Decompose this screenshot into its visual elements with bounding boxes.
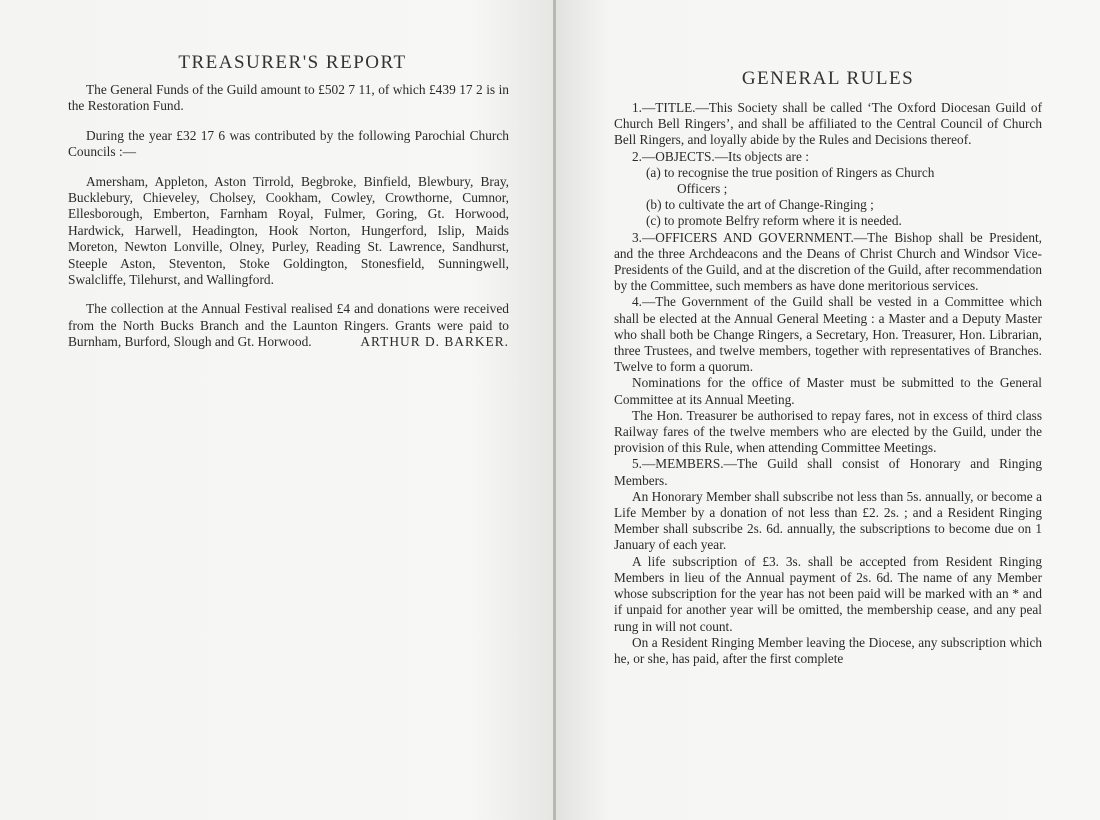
rule-5-leaving-diocese: On a Resident Ringing Member leaving the Diocese, any subscription which he, or she, has paid, after the first complete xyxy=(614,634,1042,666)
rule-5-life-subscription: A life subscription of £3. 3s. shall be accepted from Resident Ringing Members in lieu of the Annual payment of 2s. 6d. The name of any Member whose subscription for the year has not been paid will be marked with an * and if unpaid for another year will be omitted, the membership cease, and any peal rung in will not count. xyxy=(614,553,1042,634)
rule-4-fares: The Hon. Treasurer be authorised to repay fares, not in excess of third class Railway fares of the twelve members who are elected by the Guild, under the provision of this Rule, when attending Committee Meetings. xyxy=(614,407,1042,456)
right-page xyxy=(556,0,1100,820)
rule-2a xyxy=(614,165,1042,197)
general-funds-paragraph: The General Funds of the Guild amount to £502 7 11, of which £439 17 2 is in the Restoration Fund. xyxy=(68,82,509,114)
rule-2c: (c) to promote Belfry reform where it is needed. xyxy=(646,213,902,229)
rule-5-members: 5.—MEMBERS.—The Guild shall consist of Honorary and Ringing Members. xyxy=(614,456,1042,488)
contributions-paragraph: During the year £32 17 6 was contributed by the following Parochial Church Councils :— xyxy=(68,127,509,160)
rule-4-nominations: Nominations for the office of Master must be submitted to the General Committee at its Annual Meeting. xyxy=(614,375,1042,407)
parish-councils-list: Amersham, Appleton, Aston Tirrold, Begbroke, Binfield, Blewbury, Bray, Bucklebury, Chieveley, Cholsey, Cookham, Cowley, Crowthorne, Cumnor, Ellesborough, Emberton, Farnham Royal, Fulmer, Goring, Gt. Horwood, Hardwick, Harwell, Headington, Hook Norton, Hungerford, Islip, Maids Moreton, Newton Lonville, Olney, Purley, Reading St. Lawrence, Sandhurst, Steeple Aston, Steventon, Stoke Goldington, Stonesfield, Sunningwell, Swalcliffe, Tilehurst, and Wallingford. xyxy=(68,173,509,288)
festival-collection-text: The collection at the Annual Festival realised £4 and donations were received from the North Bucks Branch and the Launton Ringers. Grants were paid to Burnham, Burford, Slough and Gt. Horwood. xyxy=(68,301,509,350)
rule-2-objects: 2.—OBJECTS.—Its objects are : xyxy=(632,148,809,164)
rule-4-government: 4.—The Government of the Guild shall be vested in a Committee which shall be elected at the Annual General Meeting : a Master and a Deputy Master who shall both be Change Ringers, a Secretary, Hon. Treasurer, Hon. Librarian, three Trustees, and twelve members, together with representatives of Branches. Twelve to form a quorum. xyxy=(614,294,1042,375)
general-rules-title: GENERAL RULES xyxy=(741,68,915,89)
treasurers-report-title: TREASURER'S REPORT xyxy=(178,52,407,73)
rule-2a-line1: (a) to recognise the true position of Ringers as Church xyxy=(646,164,935,180)
rule-3-officers: 3.—OFFICERS AND GOVERNMENT.—The Bishop shall be President, and the three Archdeacons and the Deans of Christ Church and Windsor Vice-Presidents of the Guild, and at the discretion of the Guild, after recommendation by the Committee, such members as have done meritorious services. xyxy=(614,229,1042,294)
treasurer-signature: ARTHUR D. BARKER. xyxy=(360,334,509,350)
rule-2b: (b) to cultivate the art of Change-Ringing ; xyxy=(646,197,874,213)
rule-2a-line2: Officers ; xyxy=(677,181,728,197)
rule-5-subscriptions: An Honorary Member shall subscribe not less than 5s. annually, or become a Life Member by a donation of not less than £2. 2s. ; and a Resident Ringing Member shall subscribe 2s. 6d. annually, the subscriptions to become due on 1 January of each year. xyxy=(614,488,1042,553)
festival-collection-paragraph xyxy=(68,301,509,350)
rule-1-title: 1.—TITLE.—This Society shall be called ‘The Oxford Diocesan Guild of Church Bell Ringers’, and shall be affiliated to the Central Council of Church Bell Ringers, and loyally abide by the Rules and Decisions thereof. xyxy=(614,100,1042,148)
